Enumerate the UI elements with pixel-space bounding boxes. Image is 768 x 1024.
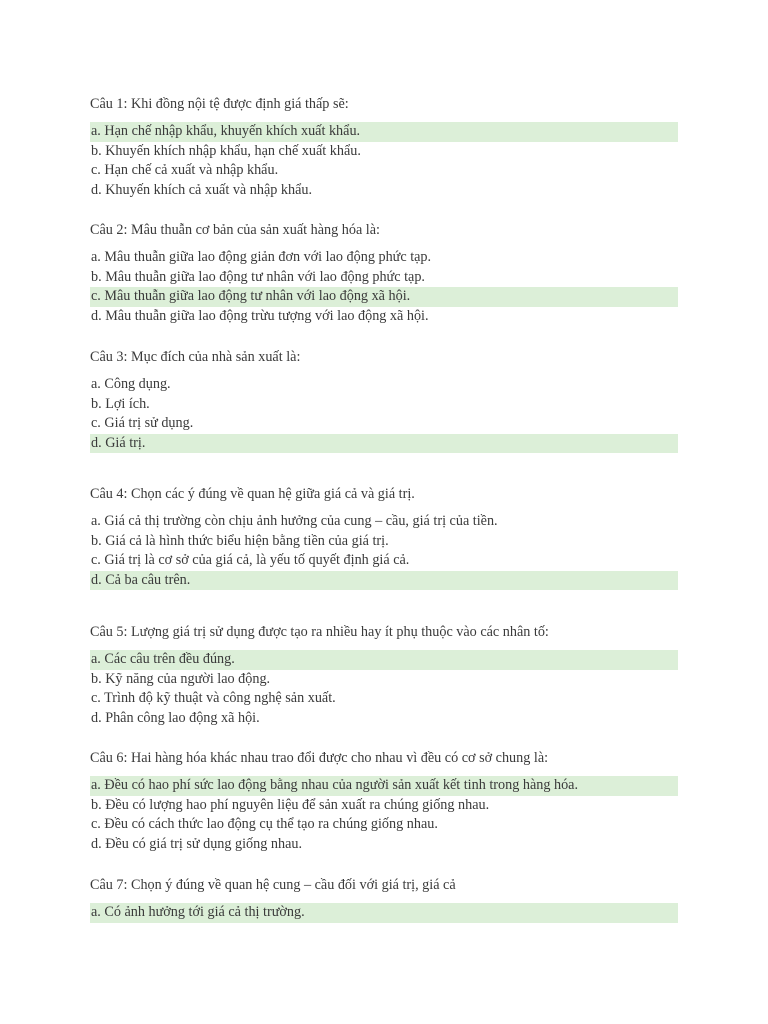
question-4	[90, 484, 678, 590]
answer-options	[90, 903, 678, 923]
question-2	[90, 220, 678, 326]
question-title: Câu 5: Lượng giá trị sử dụng được tạo ra nhiều hay ít phụ thuộc vào các nhân tố:	[90, 624, 549, 640]
answer-option-correct: d. Cả ba câu trên.	[90, 571, 678, 591]
answer-option: c. Trình độ kỹ thuật và công nghệ sản xuất.	[91, 690, 336, 706]
answer-option: c. Đều có cách thức lao động cụ thể tạo ra chúng giống nhau.	[91, 816, 438, 832]
answer-option: c. Giá trị sử dụng.	[91, 415, 194, 431]
answer-option-correct: a. Hạn chế nhập khẩu, khuyến khích xuất khẩu.	[90, 122, 678, 142]
question-7	[90, 875, 678, 923]
question-1	[90, 94, 678, 200]
answer-option: d. Mâu thuẫn giữa lao động trừu tượng với lao động xã hội.	[91, 307, 429, 324]
answer-options	[90, 375, 678, 453]
answer-option-correct: a. Đều có hao phí sức lao động bằng nhau của người sản xuất kết tinh trong hàng hóa.	[90, 776, 678, 796]
answer-options	[90, 650, 678, 728]
question-5	[90, 622, 678, 728]
question-title: Câu 2: Mâu thuẫn cơ bản của sản xuất hàng hóa là:	[90, 222, 380, 238]
answer-option-correct: c. Mâu thuẫn giữa lao động tư nhân với lao động xã hội.	[90, 287, 678, 307]
answer-option: d. Phân công lao động xã hội.	[91, 709, 260, 726]
answer-option: a. Giá cả thị trường còn chịu ảnh hưởng của cung – cầu, giá trị của tiền.	[91, 513, 498, 529]
answer-option: b. Lợi ích.	[91, 395, 150, 412]
question-title: Câu 7: Chọn ý đúng về quan hệ cung – cầu đối với giá trị, giá cả	[90, 877, 456, 893]
answer-options	[90, 512, 678, 590]
question-title: Câu 4: Chọn các ý đúng về quan hệ giữa giá cả và giá trị.	[90, 486, 415, 502]
answer-options	[90, 248, 678, 326]
question-3	[90, 347, 678, 453]
answer-options	[90, 122, 678, 200]
answer-option: b. Khuyến khích nhập khẩu, hạn chế xuất khẩu.	[91, 142, 361, 159]
answer-option: c. Hạn chế cả xuất và nhập khẩu.	[91, 162, 279, 178]
question-title: Câu 6: Hai hàng hóa khác nhau trao đổi được cho nhau vì đều có cơ sở chung là:	[90, 750, 549, 766]
answer-option-correct: d. Giá trị.	[90, 434, 678, 454]
question-6	[90, 748, 678, 854]
answer-option: d. Khuyến khích cả xuất và nhập khẩu.	[91, 181, 313, 198]
answer-options	[90, 776, 678, 854]
answer-option: b. Đều có lượng hao phí nguyên liệu để sản xuất ra chúng giống nhau.	[91, 796, 490, 813]
answer-option: c. Giá trị là cơ sở của giá cả, là yếu tố quyết định giá cả.	[91, 552, 410, 568]
question-title: Câu 3: Mục đích của nhà sản xuất là:	[90, 349, 301, 365]
answer-option: d. Đều có giá trị sử dụng giống nhau.	[91, 835, 303, 852]
question-title: Câu 1: Khi đồng nội tệ được định giá thấp sẽ:	[90, 96, 349, 112]
answer-option: a. Công dụng.	[91, 376, 171, 392]
answer-option: b. Mâu thuẫn giữa lao động tư nhân với lao động phức tạp.	[91, 268, 425, 285]
answer-option: b. Kỹ năng của người lao động.	[91, 670, 271, 687]
answer-option: b. Giá cả là hình thức biểu hiện bằng tiền của giá trị.	[91, 532, 389, 549]
answer-option: a. Mâu thuẫn giữa lao động giản đơn với lao động phức tạp.	[91, 249, 432, 265]
answer-option-correct: a. Có ảnh hưởng tới giá cả thị trường.	[90, 903, 678, 923]
answer-option-correct: a. Các câu trên đều đúng.	[90, 650, 678, 670]
